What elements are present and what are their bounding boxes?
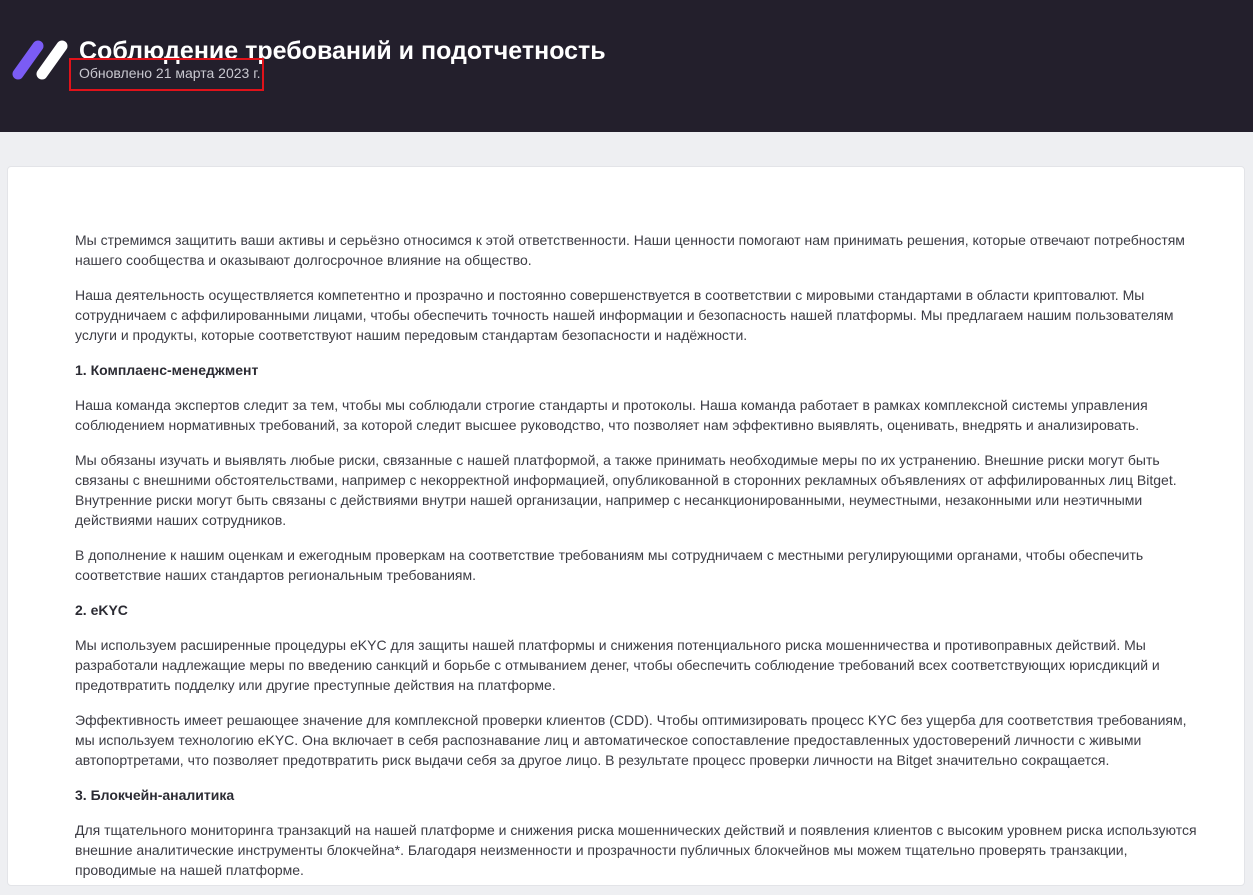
page-title: Соблюдение требований и подотчетность (79, 37, 606, 65)
logo-stroke-white (42, 46, 62, 74)
updated-date: Обновлено 21 марта 2023 г. (79, 65, 261, 81)
compliance-paragraph-3: В дополнение к нашим оценкам и ежегодным проверкам на соответствие требованиям мы сотрудничаем с местными регулирующими органами, чтобы обеспечить соответствие наших стандартов региональным требованиям. (75, 547, 1144, 583)
compliance-paragraph-2: Мы обязаны изучать и выявлять любые риски, связанные с нашей платформой, а также принимать необходимые меры по их устранению. Внешние риски могут быть связаны с внешними обстоятельствами, например с некорректной информацией, опубликованной в сторонних рекламных объявлениях от аффилированных лиц Bitget. Внутренние риски могут быть связаны с действиями внутри нашей организации, например с несанкционированными, неуместными, незаконными или неэтичными действиями наших сотрудников. (75, 452, 1177, 528)
section-heading-blockchain: 3. Блокчейн-аналитика (75, 787, 235, 803)
ekyc-paragraph-2: Эффективность имеет решающее значение для комплексной проверки клиентов (CDD). Чтобы оптимизировать процесс KYC без ущерба для соответствия требованиям, мы используем технологию eKYC. Она включает в себя распознавание лиц и автоматическое сопоставление предоставленных удостоверений личности с живыми автопортретами, что позволяет предотвратить риск выдачи себя за другое лицо. В результате процесс проверки личности на Bitget значительно сокращается. (75, 712, 1187, 768)
intro-paragraph-1: Мы стремимся защитить ваши активы и серьёзно относимся к этой ответственности. Наши ценности помогают нам принимать решения, которые отвечают потребностям нашего сообщества и оказывают долгосрочное влияние на общество. (75, 232, 1185, 268)
page-header (0, 0, 1253, 132)
bitget-logo-icon[interactable] (10, 36, 70, 84)
logo-stroke-purple (18, 46, 38, 74)
section-heading-compliance: 1. Комплаенс-менеджмент (75, 362, 259, 378)
intro-paragraph-2: Наша деятельность осуществляется компетентно и прозрачно и постоянно совершенствуется в соответствии с мировыми стандартами в области криптовалют. Мы сотрудничаем с аффилированными лицами, чтобы обеспечить точность нашей информации и безопасность нашей платформы. Мы предлагаем нашим пользователям услуги и продукты, которые соответствуют нашим передовым стандартам безопасности и надёжности. (75, 287, 1174, 343)
ekyc-paragraph-1: Мы используем расширенные процедуры eKYC для защиты нашей платформы и снижения потенциального риска мошенничества и противоправных действий. Мы разработали надлежащие меры по введению санкций и борьбе с отмыванием денег, чтобы обеспечить соблюдение требований всех соответствующих юрисдикций и предотвратить подделку или другие преступные действия на платформе. (75, 637, 1160, 693)
article-body (75, 230, 1205, 895)
compliance-paragraph-1: Наша команда экспертов следит за тем, чтобы мы соблюдали строгие стандарты и протоколы. Наша команда работает в рамках комплексной системы управления соблюдением нормативных требований, за которой следит высшее руководство, что позволяет нам эффективно выявлять, оценивать, внедрять и анализировать. (75, 397, 1148, 433)
section-heading-ekyc: 2. eKYC (75, 602, 128, 618)
blockchain-paragraph-1: Для тщательного мониторинга транзакций на нашей платформе и снижения риска мошеннических действий и появления клиентов с высоким уровнем риска используются внешние аналитические инструменты блокчейна*. Благодаря неизменности и прозрачности публичных блокчейнов мы можем тщательно проверять транзакции, проводимые на нашей платформе. (75, 822, 1197, 878)
